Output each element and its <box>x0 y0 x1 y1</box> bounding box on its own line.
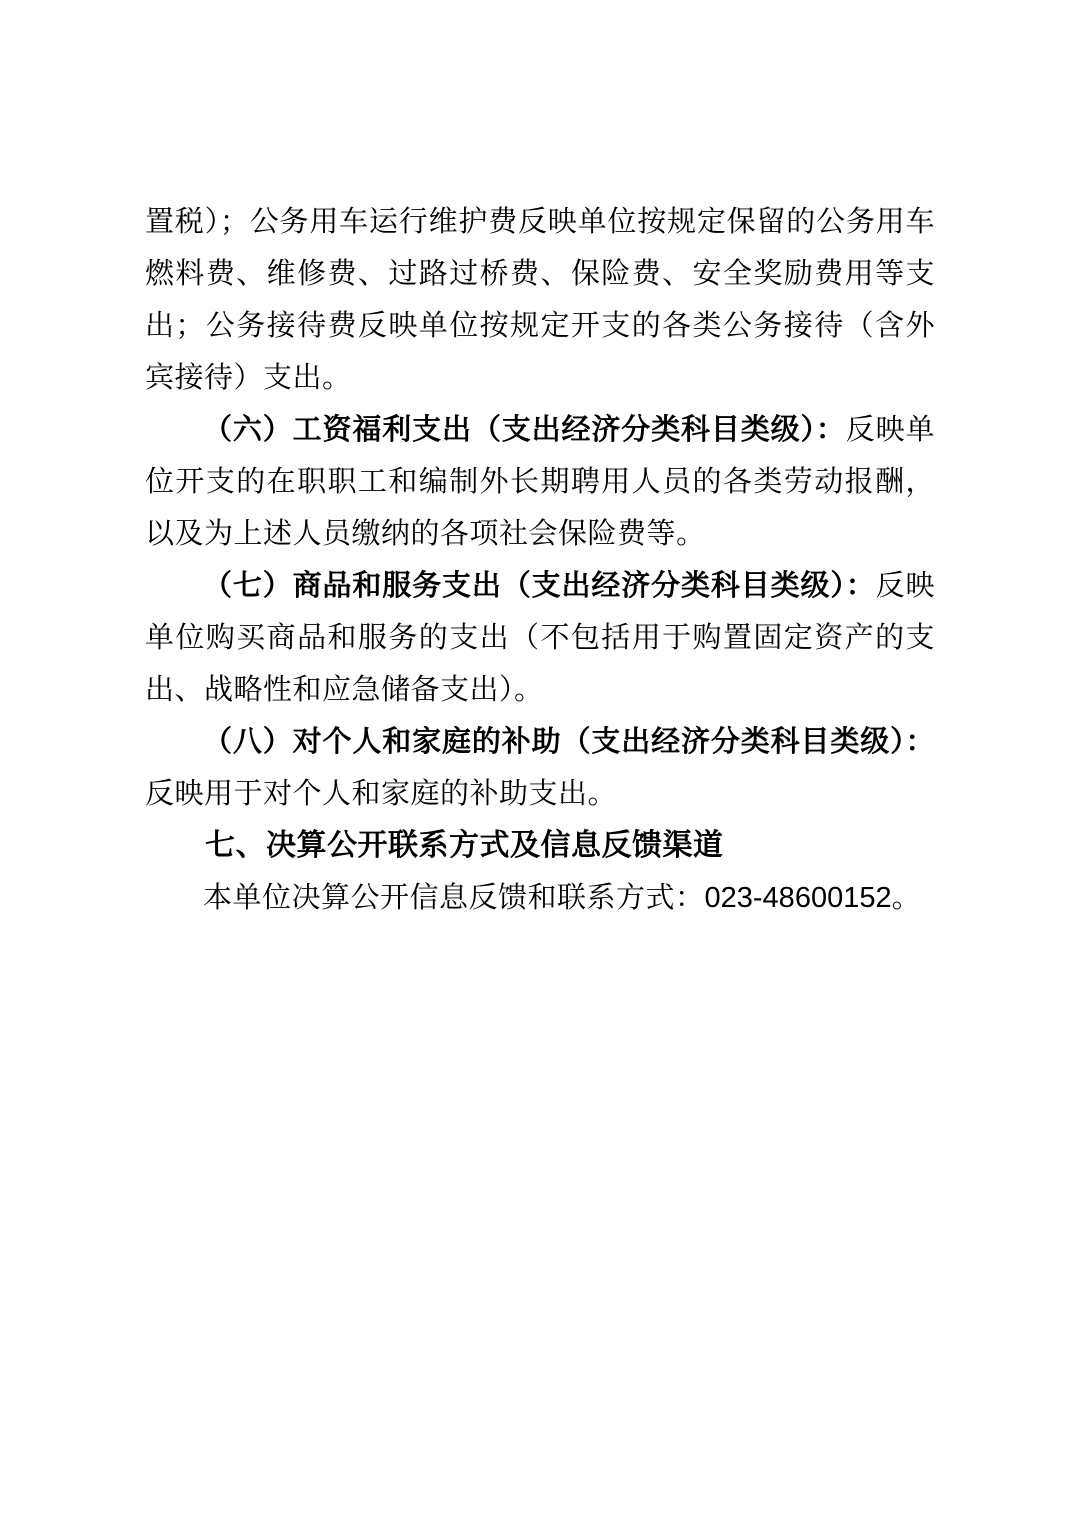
paragraph-official-vehicle-expense <box>145 196 935 404</box>
section-heading-contact-feedback: 七、决算公开联系方式及信息反馈渠道 <box>205 829 724 862</box>
phone-number: 023-48600152 <box>704 882 892 914</box>
closing-paragraph-contact-info <box>145 872 935 924</box>
document-content <box>145 196 935 924</box>
paragraph-text: 反映单位购买商品和服务的支出（不包括用于购置固定资产的支出、战略性和应急储备支出）。 <box>145 570 935 706</box>
paragraph-lead-bold: （七）商品和服务支出（支出经济分类科目类级）： <box>203 570 876 602</box>
paragraph-item-seven-goods-services <box>145 560 935 716</box>
paragraph-item-eight-individual-family-subsidy <box>145 716 935 820</box>
paragraph-text: 反映用于对个人和家庭的补助支出。 <box>145 778 618 810</box>
closing-period: 。 <box>891 882 922 914</box>
paragraph-item-six-wages-welfare <box>145 404 935 560</box>
paragraph-text: 置税）；公务用车运行维护费反映单位按规定保留的公务用车燃料费、维修费、过路过桥费、保险费、安全奖励费用等支出；公务接待费反映单位按规定开支的各类公务接待（含外宾接待）支出。 <box>145 206 935 394</box>
paragraph-lead-bold: （六）工资福利支出（支出经济分类科目类级）： <box>203 414 846 446</box>
paragraph-lead-bold: （八）对个人和家庭的补助（支出经济分类科目类级）： <box>203 726 935 758</box>
paragraph-text: 反映单位开支的在职职工和编制外长期聘用人员的各类劳动报酬，以及为上述人员缴纳的各项社会保险费等。 <box>145 414 935 550</box>
closing-label: 本单位决算公开信息反馈和联系方式： <box>203 882 705 914</box>
